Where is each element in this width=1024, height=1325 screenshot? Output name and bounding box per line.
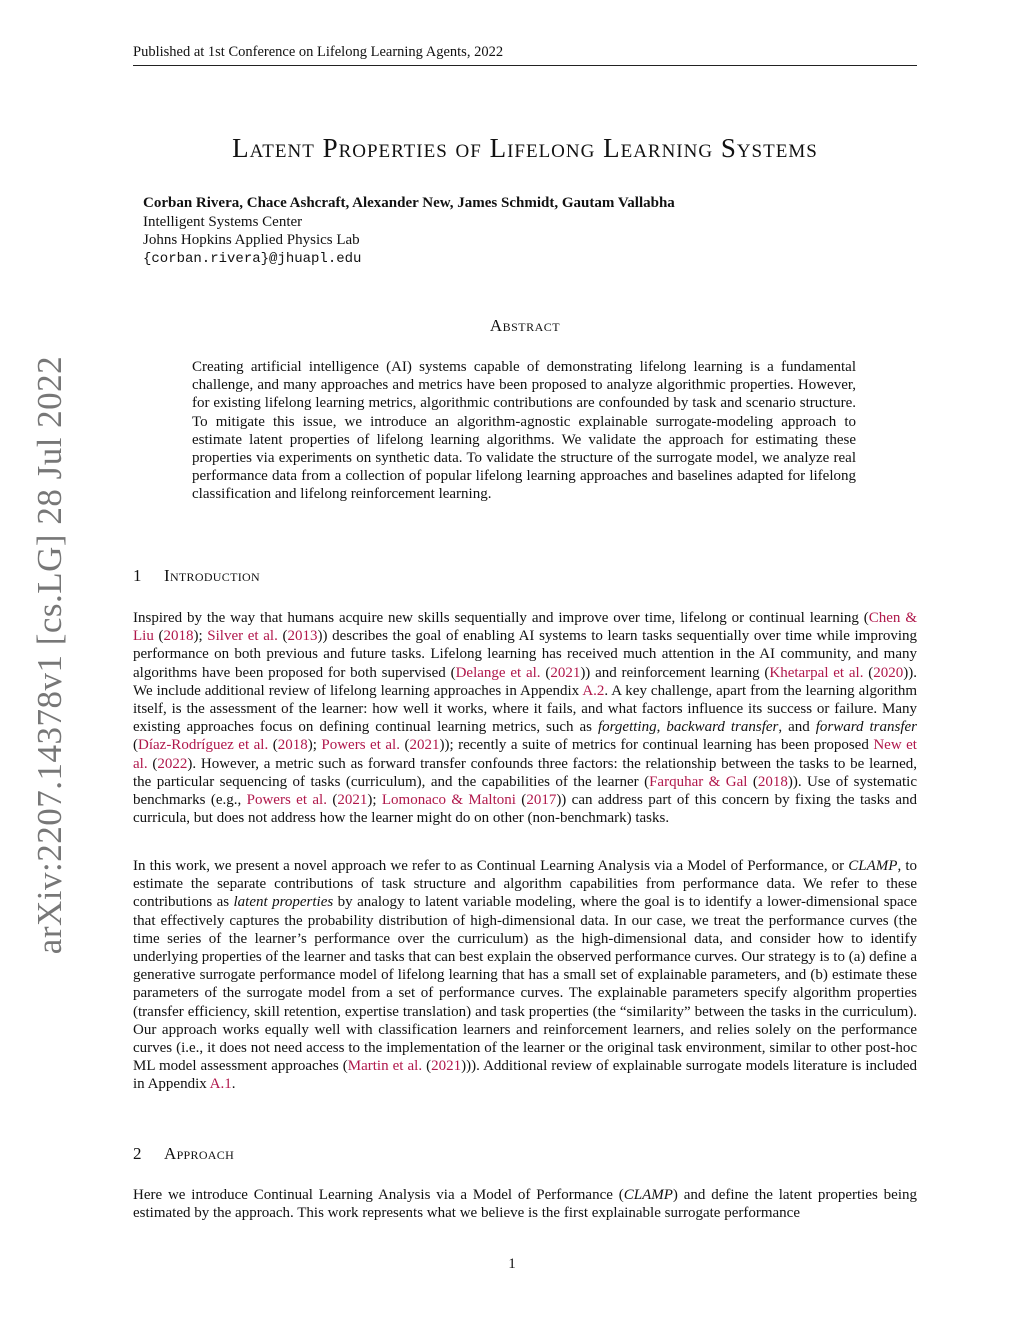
header-rule	[133, 65, 917, 66]
citation-link[interactable]: 2022	[157, 755, 188, 772]
citation-link[interactable]: Silver et al.	[207, 628, 278, 645]
section-number: 2	[133, 1144, 142, 1163]
citation-link[interactable]: 2020	[873, 664, 904, 681]
appendix-link[interactable]: A.2	[582, 682, 605, 699]
approach-paragraph-1: Here we introduce Continual Learning Analysis via a Model of Performance (CLAMP) and define the latent properties being estimated by the approach. This work represents what we believe is the first explainable surrogate performance	[133, 1187, 918, 1222]
citation-link[interactable]: Farquhar & Gal	[649, 773, 748, 790]
section-title: Approach	[164, 1144, 235, 1163]
author-block	[143, 194, 675, 268]
section-1-heading	[133, 566, 260, 586]
section-number: 1	[133, 566, 142, 585]
citation-link[interactable]: Martin et al.	[347, 1058, 423, 1075]
citation-link[interactable]: 2018	[163, 628, 194, 645]
citation-link[interactable]: 2021	[409, 737, 440, 754]
abstract-text: Creating artificial intelligence (AI) systems capable of demonstrating lifelong learning is a fundamental challenge, and many approaches and metrics have been proposed to analyze algorithmic properties. However, for existing lifelong learning metrics, algorithmic contributions are confounded by task and scenario structure. To mitigate this issue, we introduce an algorithm-agnostic explainable surrogate-modeling approach to estimate latent properties of lifelong learning algorithms. We validate the approach for estimating these properties via experiments on synthetic data. To validate the structure of the surrogate model, we analyze real performance data from a collection of popular lifelong learning approaches and baselines adapted for lifelong classification and lifelong reinforcement learning.	[192, 359, 856, 503]
abstract-heading: Abstract	[489, 316, 561, 335]
page-number: 1	[508, 1256, 516, 1272]
paper-title: Latent Properties of Lifelong Learning Systems	[232, 133, 818, 163]
citation-link[interactable]: 2018	[757, 773, 788, 790]
appendix-link[interactable]: A.1	[209, 1076, 232, 1093]
citation-link[interactable]: Díaz-Rodríguez et al.	[138, 737, 269, 754]
citation-link[interactable]: Powers et al.	[246, 792, 327, 809]
citation-link[interactable]: 2017	[526, 792, 557, 809]
citation-link[interactable]: Delange et al.	[455, 664, 541, 681]
citation-link[interactable]: 2013	[287, 628, 318, 645]
citation-link[interactable]: Chen & Liu	[133, 610, 917, 645]
section-title: Introduction	[164, 566, 260, 585]
citation-link[interactable]: Lomonaco & Maltoni	[381, 792, 516, 809]
citation-link[interactable]: New et al.	[133, 737, 917, 772]
section-2-heading	[133, 1144, 234, 1164]
citation-link[interactable]: Powers et al.	[321, 737, 400, 754]
citation-link[interactable]: 2018	[277, 737, 308, 754]
intro-paragraph-1: Inspired by the way that humans acquire new skills sequentially and improve over time, lifelong or continual learning (Chen & Liu (2018); Silver et al. (2013)) describes the goal of enabling AI systems to learn tasks sequentially over time while improving performance on both previous and future tasks. Lifelong learning has received much attention in the AI community, and many algorithms have been proposed for both supervised (Delange et al. (2021)) and reinforcement learning (Khetarpal et al. (2020)). We include additional review of lifelong learning approaches in Appendix A.2. A key challenge, apart from the learning algorithm itself, is the assessment of the learner: how well it works, where it fails, and what factors influence its success or failure. Many existing approaches focus on defining continual learning metrics, such as forgetting, backward transfer, and forward transfer (Díaz-Rodríguez et al. (2018); Powers et al. (2021)); recently a suite of metrics for continual learning has been proposed New et al. (2022). However, a metric such as forward transfer confounds three factors: the relationship between the tasks to be learned, the particular sequencing of tasks (curriculum), and the capabilities of the learner (Farquhar & Gal (2018)). Use of systematic benchmarks (e.g., Powers et al. (2021); Lomonaco & Maltoni (2017)) can address part of this concern by fixing the tasks and curricula, but does not address how the learner might do on other (non-benchmark) tasks.	[133, 610, 917, 827]
intro-paragraph-2: In this work, we present a novel approach we refer to as Continual Learning Analysis via a Model of Performance, or CLAMP, to estimate the separate contributions of task structure and algorithm capabilities from performance data. We refer to these contributions as latent properties by analogy to latent variable modeling, where the goal is to identify a lower-dimensional space that effectively captures the probability distribution of high-dimensional data. In our case, we treat the performance curves (the time series of the learner’s performance over the curriculum) as the high-dimensional data, and consider how to identify underlying properties of the learner and tasks that can best explain the observed performance curves. Our strategy is to (a) define a generative surrogate performance model of lifelong learning that has a small set of explainable parameters, and (b) estimate these parameters of the surrogate model from a set of performance curves. The explainable parameters specify algorithm properties (transfer efficiency, skill retention, expertise translation) and task properties (the “similarity” between the tasks in the curriculum). Our approach works equally well with classification learners and reinforcement learners, and relies solely on the performance curves (i.e., it does not need access to the implementation of the learner or the original task environment, similar to other post-hoc ML model assessment approaches (Martin et al. (2021))). Additional review of explainable surrogate models literature is included in Appendix A.1.	[133, 858, 918, 1093]
author-email: {corban.rivera}@jhuapl.edu	[143, 250, 362, 267]
author-names: Corban Rivera, Chace Ashcraft, Alexander New, James Schmidt, Gautam Vallabha	[143, 195, 675, 211]
arxiv-stamp: arXiv:2207.14378v1 [cs.LG] 28 Jul 2022	[30, 355, 69, 955]
affiliation-center: Intelligent Systems Center	[143, 213, 303, 230]
citation-link[interactable]: 2021	[431, 1058, 462, 1075]
citation-link[interactable]: Khetarpal et al.	[769, 664, 864, 681]
affiliation-lab: Johns Hopkins Applied Physics Lab	[143, 232, 360, 248]
citation-link[interactable]: 2021	[550, 664, 581, 681]
citation-link[interactable]: 2021	[337, 792, 368, 809]
running-head: Published at 1st Conference on Lifelong Learning Agents, 2022	[133, 44, 504, 60]
